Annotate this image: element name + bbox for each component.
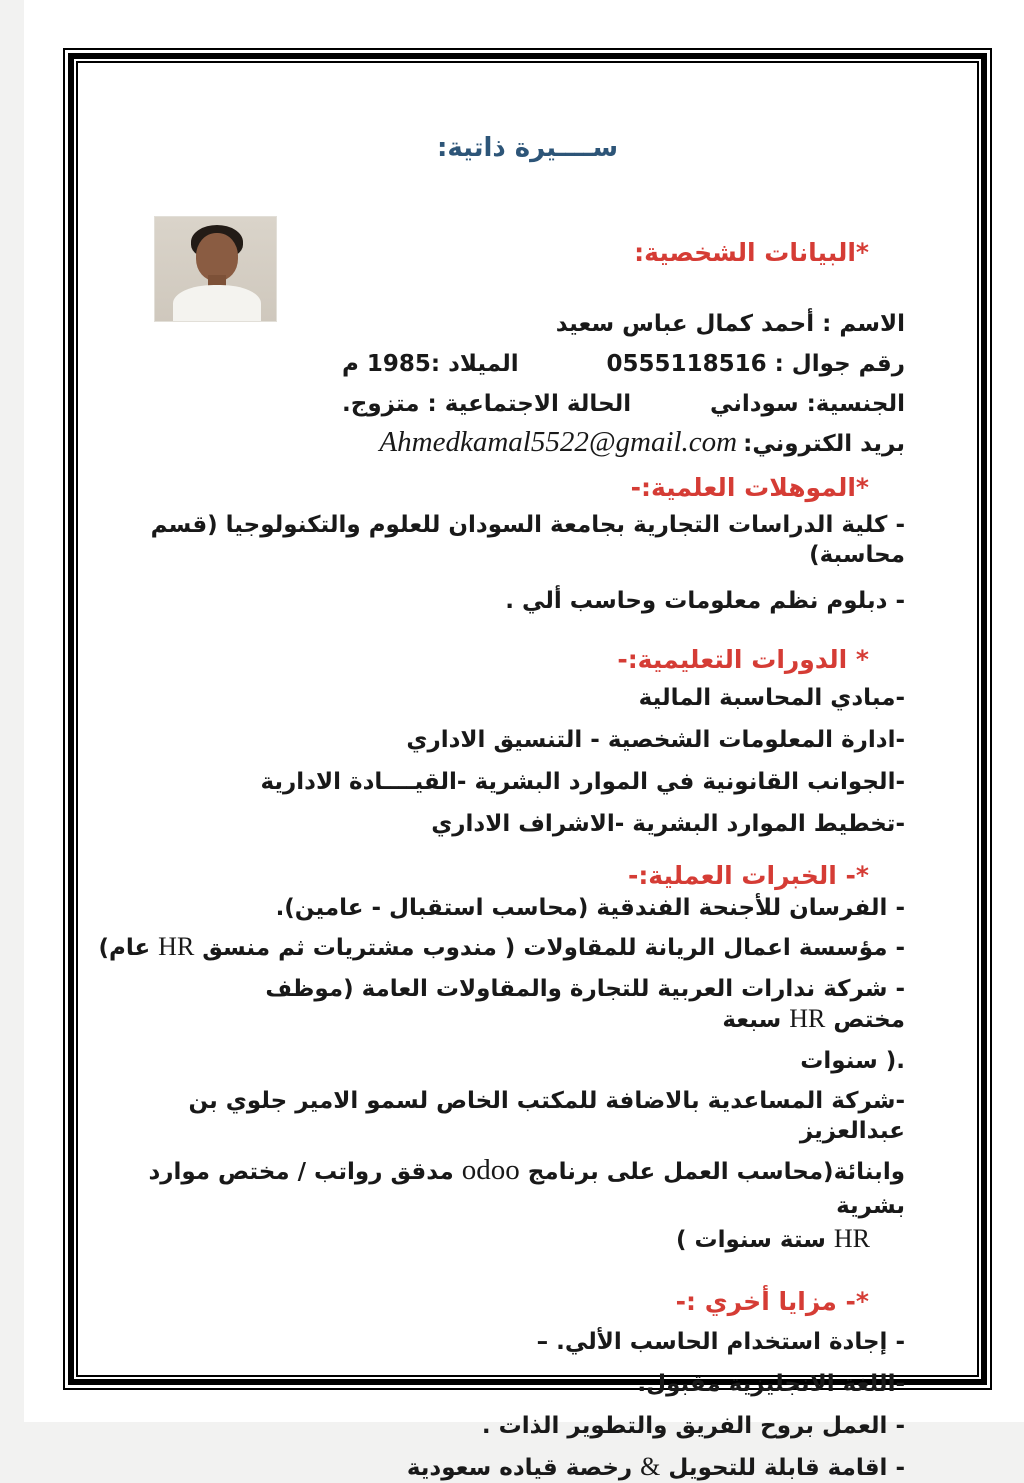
experience-line	[78, 1153, 977, 1223]
personal-mobile-birth-row	[342, 349, 905, 379]
section-heading-other: *- مزايا أخري :-	[675, 1287, 869, 1316]
email-label: بريد الكتروني:	[743, 431, 905, 457]
hr-abbreviation: HR	[789, 1004, 826, 1033]
experience-text: عام)	[98, 935, 151, 961]
odoo-software-name: odoo	[461, 1154, 520, 1186]
other-item: - العمل بروح الفريق والتطوير الذات .	[481, 1413, 905, 1439]
other-text: رخصة قياده سعودية	[406, 1455, 633, 1481]
photo-face	[196, 233, 238, 281]
personal-birth: الميلاد :1985 م	[342, 351, 519, 377]
experience-text: ستة سنوات )	[675, 1227, 826, 1253]
personal-mobile: رقم جوال : 0555118516	[606, 351, 905, 377]
experience-text: - شركة ندارات العربية للتجارة والمقاولات العامة (موظف مختص	[265, 976, 905, 1033]
email-value: Ahmedkamal5522@gmail.com	[379, 426, 738, 458]
experience-text: مدقق رواتب / مختص موارد بشرية	[148, 1159, 905, 1219]
course-item: -مبادي المحاسبة المالية	[638, 685, 905, 711]
experience-text: سبعة	[722, 1007, 782, 1033]
other-text: - اقامة قابلة للتحويل	[668, 1455, 905, 1481]
experience-text: وابنائة(محاسب العمل على برنامج	[527, 1159, 905, 1185]
course-item: -الجوانب القانونية في الموارد البشرية -القيــــادة الادارية	[260, 769, 905, 795]
section-heading-personal: *البيانات الشخصية:	[634, 238, 869, 267]
personal-name: الاسم : أحمد كمال عباس سعيد	[555, 311, 905, 337]
hr-abbreviation: HR	[833, 1224, 870, 1253]
cv-page	[24, 0, 1024, 1481]
section-heading-courses: * الدورات التعليمية:-	[617, 645, 869, 674]
personal-marital: الحالة الاجتماعية : متزوج.	[342, 391, 632, 417]
personal-nationality-marital-row	[342, 389, 905, 419]
applicant-photo	[154, 216, 277, 322]
ampersand: &	[640, 1452, 661, 1481]
qualification-item: - دبلوم نظم معلومات وحاسب ألي .	[505, 588, 905, 614]
experience-line-continuation: سنوات ).	[800, 1048, 905, 1074]
other-item: - إجادة استخدام الحاسب الألي. –	[536, 1329, 905, 1355]
other-item: -اللغة الانجليزية مقبول.	[637, 1371, 905, 1397]
experience-text: - مؤسسة اعمال الريانة للمقاولات ( مندوب مشتريات ثم منسق	[202, 935, 905, 961]
hr-abbreviation: HR	[158, 932, 195, 961]
personal-email-line	[78, 425, 977, 461]
photo-shirt	[173, 285, 261, 322]
page-border	[63, 48, 992, 1481]
experience-line: -شركة المساعدية بالاضافة للمكتب الخاص لسمو الامير جلوي بن عبدالعزيز	[188, 1088, 905, 1144]
page-content	[76, 61, 979, 1481]
section-heading-qualifications: *الموهلات العلمية:-	[630, 473, 869, 502]
qualification-item: - كلية الدراسات التجارية بجامعة السودان للعلوم والتكنولوجيا (قسم محاسبة)	[150, 512, 905, 568]
experience-line	[78, 974, 977, 1035]
page-title: ســــيرة ذاتية:	[436, 133, 619, 163]
personal-nationality: الجنسية: سوداني	[709, 391, 905, 417]
section-heading-experience: *- الخبرات العملية:-	[627, 861, 869, 890]
other-item	[78, 1452, 977, 1483]
experience-line: - الفرسان للأجنحة الفندقية (محاسب استقبال - عامين).	[275, 895, 905, 921]
course-item: -ادارة المعلومات الشخصية - التنسيق الاداري	[406, 727, 905, 753]
experience-line-continuation	[78, 1224, 977, 1255]
course-item: -تخطيط الموارد البشرية -الاشراف الاداري	[431, 811, 905, 837]
experience-line	[78, 932, 977, 963]
